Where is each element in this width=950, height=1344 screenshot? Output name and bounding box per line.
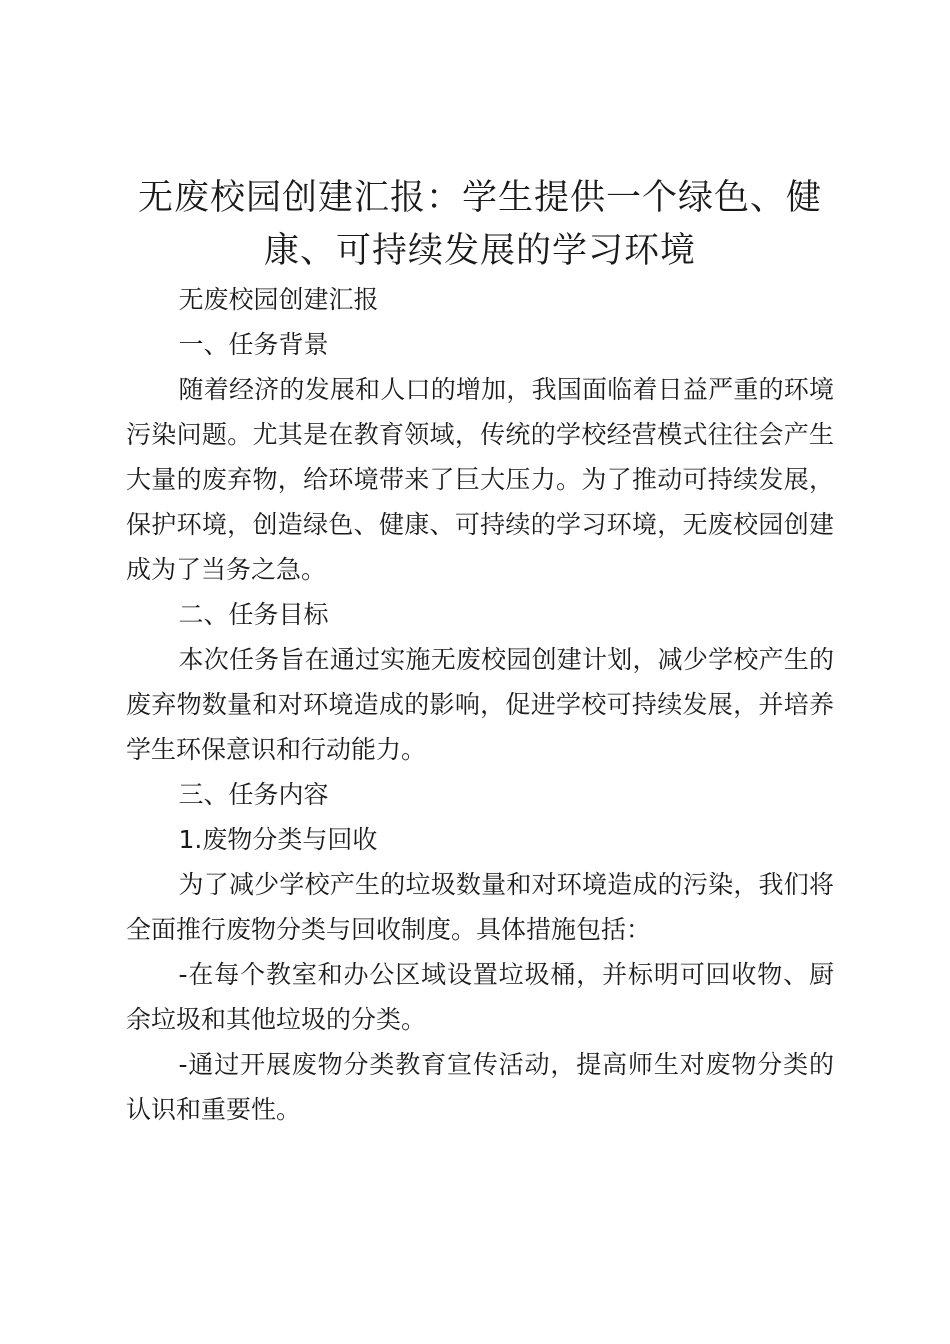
list-item-education: -通过开展废物分类教育宣传活动，提高师生对废物分类的认识和重要性。 — [126, 1050, 834, 1124]
document-title: 无废校园创建汇报：学生提供一个绿色、健康、可持续发展的学习环境 — [137, 178, 822, 271]
document-body — [126, 277, 834, 1132]
section-heading-content: 三、任务内容 — [178, 780, 329, 809]
section-label: 无废校园创建汇报 — [178, 285, 379, 314]
paragraph-background: 随着经济的发展和人口的增加，我国面临着日益严重的环境污染问题。尤其是在教育领域，传统的学校经营模式往往会产生大量的废弃物，给环境带来了巨大压力。为了推动可持续发展，保护环境，创造绿色、健康、可持续的学习环境，无废校园创建成为了当务之急。 — [126, 375, 834, 584]
section-heading-goal: 二、任务目标 — [178, 600, 329, 629]
section-heading-background: 一、任务背景 — [178, 330, 329, 359]
paragraph-waste-sorting: 为了减少学校产生的垃圾数量和对环境造成的污染，我们将全面推行废物分类与回收制度。具体措施包括： — [126, 870, 834, 944]
paragraph-goal: 本次任务旨在通过实施无废校园创建计划，减少学校产生的废弃物数量和对环境造成的影响，促进学校可持续发展，并培养学生环保意识和行动能力。 — [126, 645, 834, 764]
list-item-bins: -在每个教室和办公区域设置垃圾桶，并标明可回收物、厨余垃圾和其他垃圾的分类。 — [126, 960, 834, 1034]
subheading-waste-sorting: 1.废物分类与回收 — [178, 825, 378, 854]
